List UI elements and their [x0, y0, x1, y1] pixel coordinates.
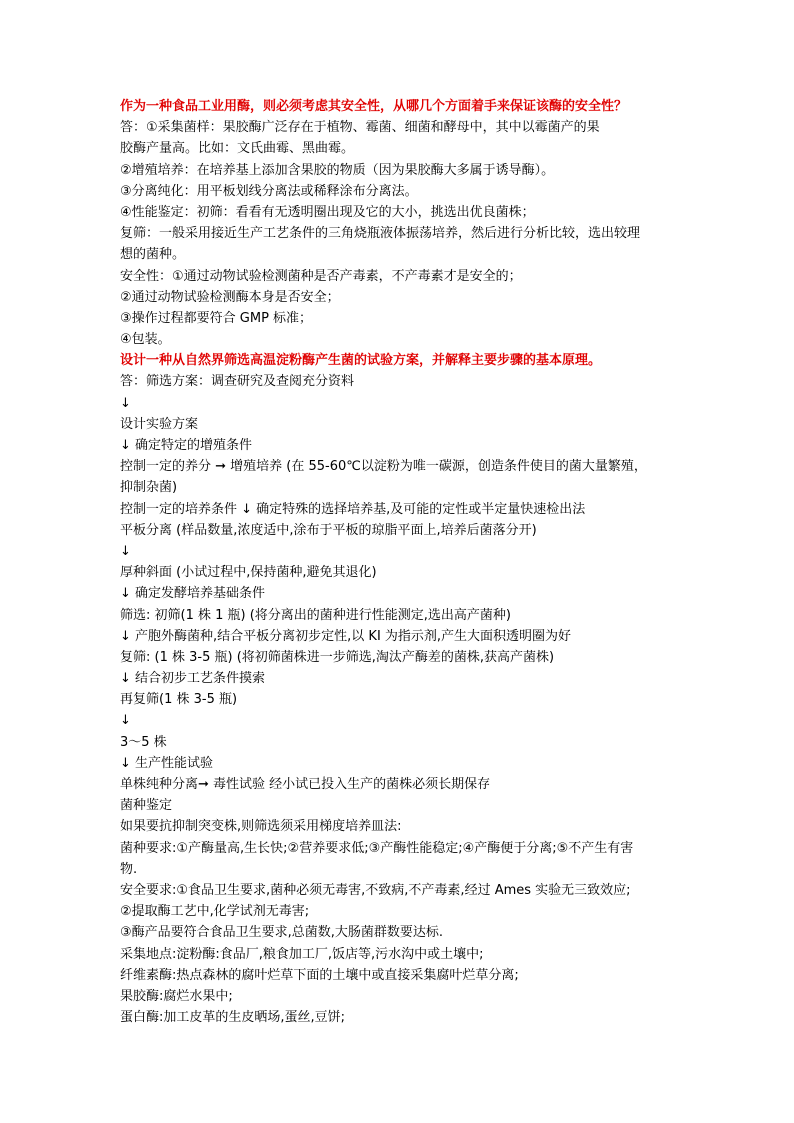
text-line: 胶酶产量高。比如：文氏曲霉、黑曲霉。 [120, 141, 355, 157]
text-line: ↓ 生产性能试验 [120, 755, 214, 771]
text-line: 筛选: 初筛(1 株 1 瓶) (将分离出的菌种进行性能测定,选出高产菌种) [120, 607, 512, 623]
question-heading: 设计一种从自然界筛选高温淀粉酶产生菌的试验方案，并解释主要步骤的基本原理。 [120, 353, 602, 369]
text-line: 如果要抗抑制突变株,则筛选须采用梯度培养皿法: [120, 819, 402, 835]
text-line: 采集地点:淀粉酶:食品厂,粮食加工厂,饭店等,污水沟中或土壤中; [120, 946, 484, 962]
text-line: 复筛：一般采用接近生产工艺条件的三角烧瓶液体振荡培养，然后进行分析比较，选出较理 [120, 226, 641, 242]
text-line: 控制一定的养分 ➞ 增殖培养 (在 55-60℃以淀粉为唯一碳源，创造条件使目的菌大量繁殖， [120, 459, 647, 475]
text-line: ②通过动物试验检测酶本身是否安全； [120, 289, 340, 305]
text-line: ↓ 确定特定的增殖条件 [120, 438, 253, 453]
text-line: 答：①采集菌样：果胶酶广泛存在于植物、霉菌、细菌和酵母中，其中以霉菌产的果 [120, 120, 600, 136]
text-line: 菌种鉴定 [120, 798, 173, 814]
text-line: 厚种斜面 (小试过程中,保持菌种,避免其退化) [120, 565, 377, 581]
text-line: 单株纯种分离➞ 毒性试验 经小试已投入生产的菌株必须长期保存 [120, 777, 491, 792]
text-line: 设计实验方案 [120, 416, 199, 432]
text-line: ④包装。 [120, 332, 171, 348]
text-line: ↓ 确定发酵培养基础条件 [120, 586, 266, 602]
text-line: ↓ 产胞外酶菌种,结合平板分离初步定性,以 KI 为指示剂,产生大面积透明圈为好 [120, 628, 572, 644]
text-line: ↓ [120, 713, 131, 729]
document-page [120, 96, 700, 1028]
text-line: ③操作过程都要符合 GMP 标准； [120, 310, 313, 326]
question-heading: 作为一种食品工业用酶，则必须考虑其安全性，从哪几个方面着手来保证该酶的安全性？ [120, 99, 628, 114]
text-line: 安全性：①通过动物试验检测菌种是否产毒素，不产毒素才是安全的； [120, 268, 522, 284]
text-line: 复筛: (1 株 3-5 瓶) (将初筛菌株进一步筛选,淘汰产酶差的菌株,获高产菌株) [120, 649, 555, 665]
text-line: ④性能鉴定：初筛：看看有无透明圈出现及它的大小，挑选出优良菌株； [120, 204, 535, 220]
text-line: ③分离纯化：用平板划线分离法或稀释涂布分离法。 [120, 183, 418, 199]
text-line: 控制一定的培养条件 ↓ 确定特殊的选择培养基,及可能的定性或半定量快速检出法 [120, 501, 586, 517]
text-line: 果胶酶:腐烂水果中; [120, 988, 233, 1004]
text-line: 答：筛选方案：调查研究及查阅充分资料 [120, 374, 355, 390]
text-line: 蛋白酶:加工皮革的生皮晒场,蛋丝,豆饼; [120, 1010, 346, 1026]
text-line: 平板分离 (样品数量,浓度适中,涂布于平板的琼脂平面上,培养后菌落分开) [120, 522, 537, 538]
text-line: 安全要求:①食品卫生要求,菌种必须无毒害,不致病,不产毒素,经过 Ames 实验无三致效应; [120, 882, 631, 898]
text-line: ↓ 结合初步工艺条件摸索 [120, 671, 266, 687]
text-line: 菌种要求:①产酶量高,生长快;②营养要求低;③产酶性能稳定;④产酶便于分离;⑤不产生有害 [120, 840, 634, 856]
text-line: 纤维素酶:热点森林的腐叶烂草下面的土壤中或直接采集腐叶烂草分离; [120, 967, 519, 983]
text-line: ②提取酶工艺中,化学试剂无毒害; [120, 904, 310, 920]
text-line: ↓ [120, 395, 131, 411]
text-line: 想的菌种。 [120, 247, 186, 263]
text-line: ↓ [120, 543, 131, 559]
text-line: 3～5 株 [120, 734, 167, 750]
text-line: 物. [120, 861, 138, 877]
text-line: 抑制杂菌) [120, 480, 178, 496]
text-line: ③酶产品要符合食品卫生要求,总菌数,大肠菌群数要达标. [120, 925, 444, 941]
text-line: ②增殖培养：在培养基上添加含果胶的物质（因为果胶酶大多属于诱导酶）。 [120, 162, 555, 178]
text-line: 再复筛(1 株 3-5 瓶) [120, 692, 238, 708]
